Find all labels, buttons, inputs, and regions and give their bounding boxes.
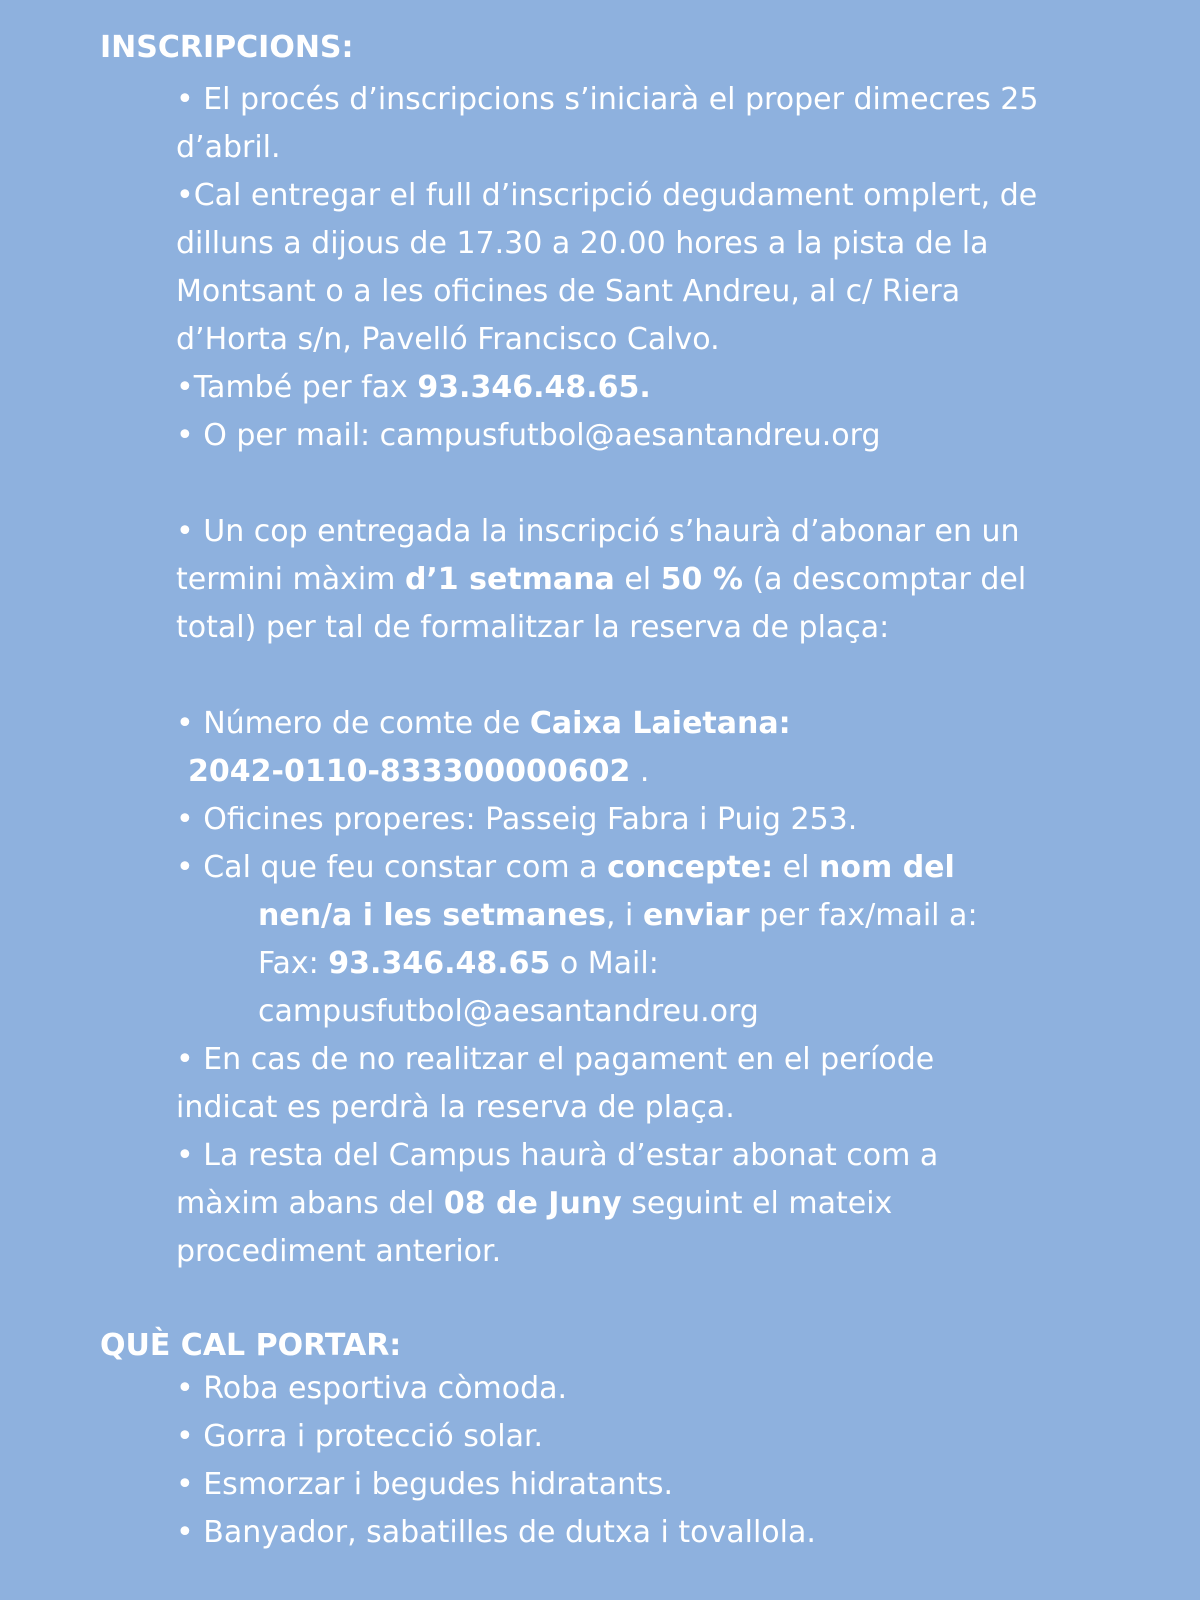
text-line	[176, 700, 1176, 748]
text-line: indicat es perdrà la reserva de plaça.	[176, 1090, 735, 1125]
fax-number: 93.346.48.65	[328, 946, 551, 981]
text-fragment: màxim abans del	[176, 1186, 444, 1221]
text-line	[176, 748, 1176, 796]
text-line: •Cal entregar el full d’inscripció degudament omplert, de	[176, 178, 1038, 213]
text-line: total) per tal de formalitzar la reserva de plaça:	[176, 610, 890, 645]
account-number: 2042-0110-833300000602	[188, 754, 631, 789]
deadline-emphasis: d’1 setmana	[404, 562, 615, 597]
list-item: • Esmorzar i begudes hidratants.	[176, 1467, 674, 1502]
text-fragment: seguint el mateix	[621, 1186, 893, 1221]
text-fragment: •També per fax	[176, 370, 418, 405]
text-fragment: • Número de comte de	[176, 706, 530, 741]
email-address: campusfutbol@aesantandreu.org	[258, 994, 759, 1029]
text-line: • Oficines properes: Passeig Fabra i Puig 253.	[176, 802, 858, 837]
text-line: dilluns a dijous de 17.30 a 20.00 hores a la pista de la	[176, 226, 989, 261]
text-line	[176, 844, 1176, 892]
text-fragment: , i	[605, 898, 643, 933]
portar-list	[176, 1365, 1176, 1557]
text-line	[176, 1180, 1176, 1228]
compte-block	[176, 700, 1176, 1276]
bank-name: Caixa Laietana:	[529, 706, 791, 741]
send-emphasis: enviar	[642, 898, 750, 933]
text-line: • El procés d’inscripcions s’iniciarà el proper dimecres 25	[176, 82, 1039, 117]
text-line	[176, 556, 1176, 604]
weeks-emphasis: nen/a i les setmanes	[258, 898, 606, 933]
text-line: • O per mail: campusfutbol@aesantandreu.org	[176, 418, 881, 453]
heading-inscripcions: INSCRIPCIONS:	[100, 30, 354, 65]
text-line	[176, 364, 1176, 412]
text-line: • Un cop entregada la inscripció s’haurà d’abonar en un	[176, 514, 1020, 549]
text-fragment: termini màxim	[176, 562, 405, 597]
text-fragment: el	[773, 850, 820, 885]
text-line: Montsant o a les oficines de Sant Andreu, al c/ Riera	[176, 274, 961, 309]
text-fragment: • Cal que feu constar com a	[176, 850, 608, 885]
fax-number: 93.346.48.65.	[417, 370, 651, 405]
list-item: • Gorra i protecció solar.	[176, 1419, 544, 1454]
list-item: • Roba esportiva còmoda.	[176, 1371, 568, 1406]
text-fragment: .	[630, 754, 650, 789]
inscripcions-block	[176, 76, 1176, 460]
text-fragment: per fax/mail a:	[749, 898, 978, 933]
text-fragment: (a descomptar del	[742, 562, 1027, 597]
text-fragment: el	[614, 562, 661, 597]
text-fragment: o Mail:	[550, 946, 659, 981]
text-fragment: Fax:	[258, 946, 329, 981]
text-line	[176, 892, 1176, 940]
date-emphasis: 08 de Juny	[443, 1186, 622, 1221]
text-line	[176, 940, 1176, 988]
text-line: d’Horta s/n, Pavelló Francisco Calvo.	[176, 322, 720, 357]
percent-emphasis: 50 %	[660, 562, 743, 597]
concept-emphasis: concepte:	[607, 850, 774, 885]
text-line: • La resta del Campus haurà d’estar abonat com a	[176, 1138, 939, 1173]
heading-que-cal-portar: QUÈ CAL PORTAR:	[100, 1328, 402, 1363]
text-line: d’abril.	[176, 130, 281, 165]
text-line: • En cas de no realitzar el pagament en el període	[176, 1042, 935, 1077]
pagament-block	[176, 508, 1176, 652]
list-item: • Banyador, sabatilles de dutxa i tovallola.	[176, 1515, 816, 1550]
text-line: procediment anterior.	[176, 1234, 502, 1269]
name-emphasis: nom del	[819, 850, 955, 885]
